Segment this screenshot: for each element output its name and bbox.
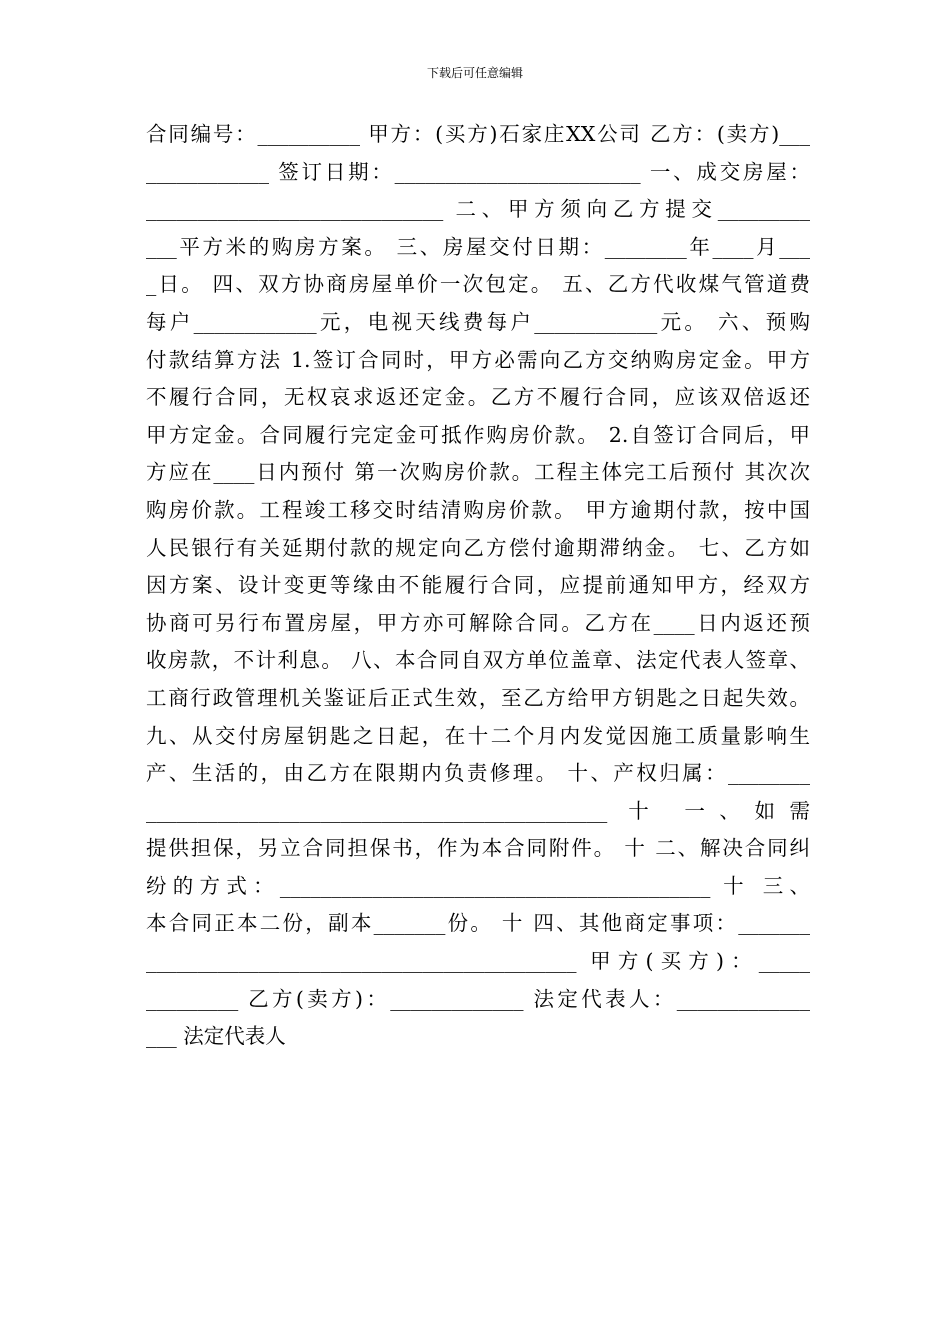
page-header-note: 下载后可任意编辑	[426, 66, 523, 80]
text-line: 合同编号：__________ 甲方：(买方)石家庄XX公司 乙方：(卖方)___	[146, 122, 810, 146]
text-line: 本合同正本二份，副本_______份。 十 四、其他商定事项：_______	[146, 911, 810, 936]
text-line: 纷的方式：__________________________________________ 十 三、	[146, 873, 810, 898]
text-line: 方应在____日内预付 第一次购房价款。工程主体完工后预付 其次次	[146, 460, 810, 485]
text-line: 因方案、设计变更等缘由不能履行合同，应提前通知甲方，经双方	[146, 573, 810, 598]
text-line: _________ 乙方(卖方)：_____________ 法定代表人：_____________	[146, 986, 810, 1011]
text-line: 协商可另行布置房屋，甲方亦可解除合同。乙方在____日内返还预	[146, 610, 810, 635]
contract-body	[146, 116, 810, 1056]
text-line: ___平方米的购房方案。 三、房屋交付日期：________年____月___	[146, 234, 810, 259]
text-line: 产、生活的，由乙方在限期内负责修理。 十、产权归属：________	[146, 761, 810, 786]
text-line: 人民银行有关延期付款的规定向乙方偿付逾期滞纳金。 七、乙方如	[146, 535, 810, 560]
text-line: 收房款，不计利息。 八、本合同自双方单位盖章、法定代表人签章、	[146, 648, 810, 673]
text-line: 付款结算方法 1.签订合同时，甲方必需向乙方交纳购房定金。甲方	[146, 347, 810, 372]
text-line: 购房价款。工程竣工移交时结清购房价款。 甲方逾期付款，按中国	[146, 497, 810, 522]
text-line: 不履行合同，无权哀求返还定金。乙方不履行合同，应该双倍返还	[146, 385, 810, 410]
text-line: 每户____________元，电视天线费每户____________元。 六、预购	[146, 309, 810, 334]
text-line: _日。 四、双方协商房屋单价一次包定。 五、乙方代收煤气管道费	[146, 272, 810, 297]
text-line: __________________________________________ 甲方(买方)：_____	[146, 949, 810, 974]
text-line: _____________________________ 二、甲方须向乙方提交_________	[146, 197, 810, 222]
text-line: 工商行政管理机关鉴证后正式生效，至乙方给甲方钥匙之日起失效。	[146, 685, 810, 710]
text-line: 九、从交付房屋钥匙之日起，在十二个月内发觉因施工质量影响生	[146, 723, 810, 748]
text-line: ___ 法定代表人	[146, 1024, 286, 1049]
text-line: 甲方定金。合同履行完定金可抵作购房价款。 2.自签订合同后，甲	[146, 422, 810, 447]
text-line: _____________________________________________ 十 一、如需	[146, 798, 810, 823]
text-line: 提供担保，另立合同担保书，作为本合同附件。 十 二、解决合同纠	[146, 836, 810, 861]
text-line: ____________ 签订日期：________________________ 一、成交房屋：	[146, 159, 810, 184]
